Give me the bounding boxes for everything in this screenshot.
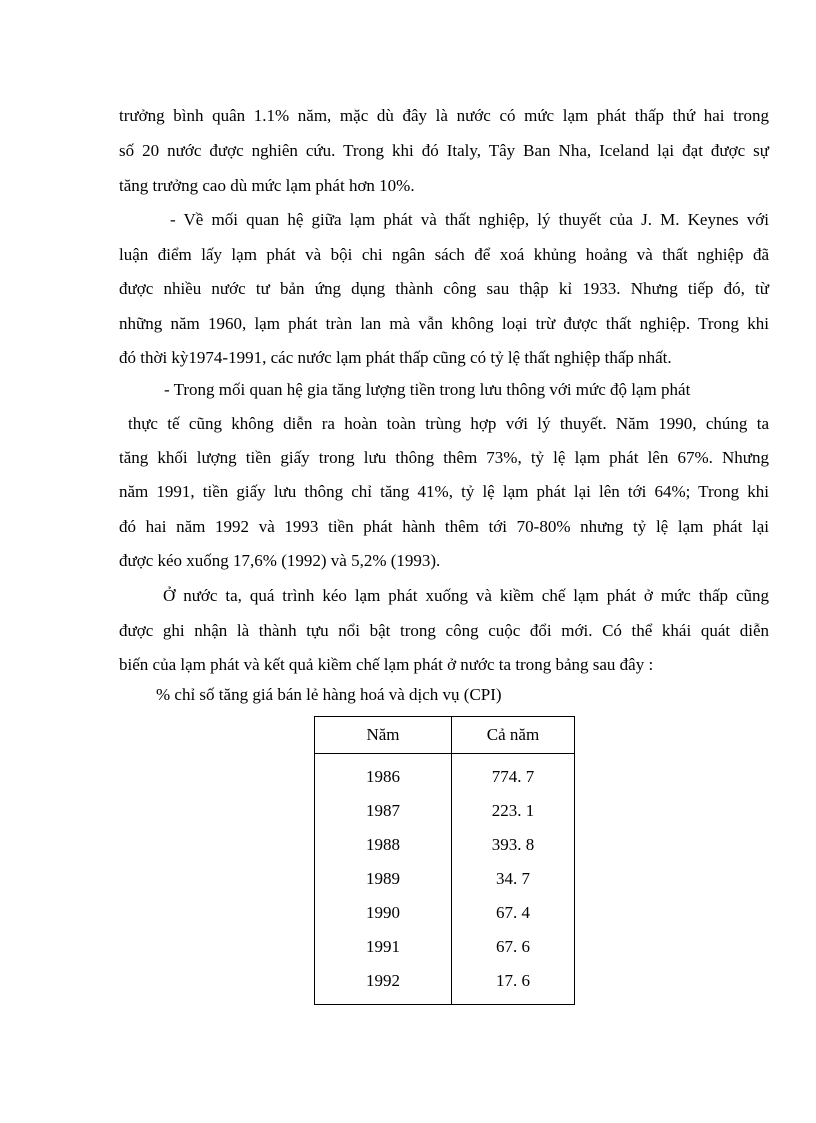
header-year: Năm (315, 717, 452, 754)
paragraph-3-line-4: năm 1991, tiền giấy lưu thông chỉ tăng 41%, tỷ lệ lạm phát lại lên tới 64%; Trong khi (119, 482, 769, 501)
paragraph-1-line-2: số 20 nước được nghiên cứu. Trong khi đó Italy, Tây Ban Nha, Iceland lại đạt được sự (119, 141, 769, 160)
paragraph-4-line-3: biến của lạm phát và kết quả kiềm chế lạm phát ở nước ta trong bảng sau đây : (119, 655, 654, 674)
paragraph-4-line-1: Ở nước ta, quá trình kéo lạm phát xuống và kiềm chế lạm phát ở mức thấp cũng (163, 586, 769, 605)
cell-year: 1991 (315, 930, 452, 964)
cell-value: 67. 4 (496, 903, 530, 922)
cell-value: 34. 7 (496, 869, 530, 888)
cell-year: 1989 (315, 862, 452, 896)
cell-year: 1990 (315, 896, 452, 930)
cell-year: 1986 (315, 754, 452, 795)
paragraph-2-line-3: được nhiều nước tư bản ứng dụng thành công sau thập kỉ 1933. Nhưng tiếp đó, từ (119, 279, 769, 298)
table-header-row (315, 717, 575, 754)
cell-year: 1987 (315, 794, 452, 828)
cpi-table (314, 716, 575, 1005)
cell-value: 393. 8 (491, 835, 535, 854)
cell-value: 17. 6 (496, 971, 530, 990)
header-full-year: Cả năm (452, 717, 575, 754)
cell-year: 1988 (315, 828, 452, 862)
paragraph-2-line-4: những năm 1960, lạm phát tràn lan mà vẫn không loại trừ được thất nghiệp. Trong khi (119, 314, 769, 333)
paragraph-2-line-1: - Về mối quan hệ giữa lạm phát và thất nghiệp, lý thuyết của J. M. Keynes với (170, 210, 769, 229)
paragraph-2-line-5: đó thời kỳ1974-1991, các nước lạm phát thấp cũng có tỷ lệ thất nghiệp thấp nhất. (119, 348, 672, 367)
table-row (315, 754, 575, 795)
cell-value: 223. 1 (491, 801, 535, 820)
table-row (315, 896, 575, 930)
cell-value: 774. 7 (491, 767, 535, 786)
paragraph-3-line-3: tăng khối lượng tiền giấy trong lưu thông thêm 73%, tỷ lệ lạm phát lên 67%. Nhưng (119, 448, 769, 467)
table-row (315, 862, 575, 896)
table-row (315, 964, 575, 1005)
paragraph-1-line-3: tăng trưởng cao dù mức lạm phát hơn 10%. (119, 176, 415, 195)
paragraph-1-line-1: trưởng bình quân 1.1% năm, mặc dù đây là nước có mức lạm phát thấp thứ hai trong (119, 106, 769, 125)
paragraph-3-line-1: - Trong mối quan hệ gia tăng lượng tiền trong lưu thông với mức độ lạm phát (164, 380, 691, 399)
paragraph-3-line-6: được kéo xuống 17,6% (1992) và 5,2% (1993). (119, 551, 441, 570)
cell-value: 67. 6 (496, 937, 530, 956)
table-row (315, 794, 575, 828)
table-row (315, 930, 575, 964)
table-row (315, 828, 575, 862)
table-caption: % chỉ số tăng giá bán lẻ hàng hoá và dịch vụ (CPI) (156, 685, 502, 704)
paragraph-2-line-2: luận điểm lấy lạm phát và bội chi ngân sách để xoá khủng hoảng và thất nghiệp đã (119, 245, 769, 264)
paragraph-4-line-2: được ghi nhận là thành tựu nổi bật trong công cuộc đổi mới. Có thể khái quát diễn (119, 621, 769, 640)
paragraph-3-line-5: đó hai năm 1992 và 1993 tiền phát hành thêm tới 70-80% nhưng tỷ lệ lạm phát lại (119, 517, 769, 536)
cell-year: 1992 (315, 964, 452, 1005)
paragraph-3-line-2: thực tế cũng không diễn ra hoàn toàn trùng hợp với lý thuyết. Năm 1990, chúng ta (128, 414, 769, 433)
